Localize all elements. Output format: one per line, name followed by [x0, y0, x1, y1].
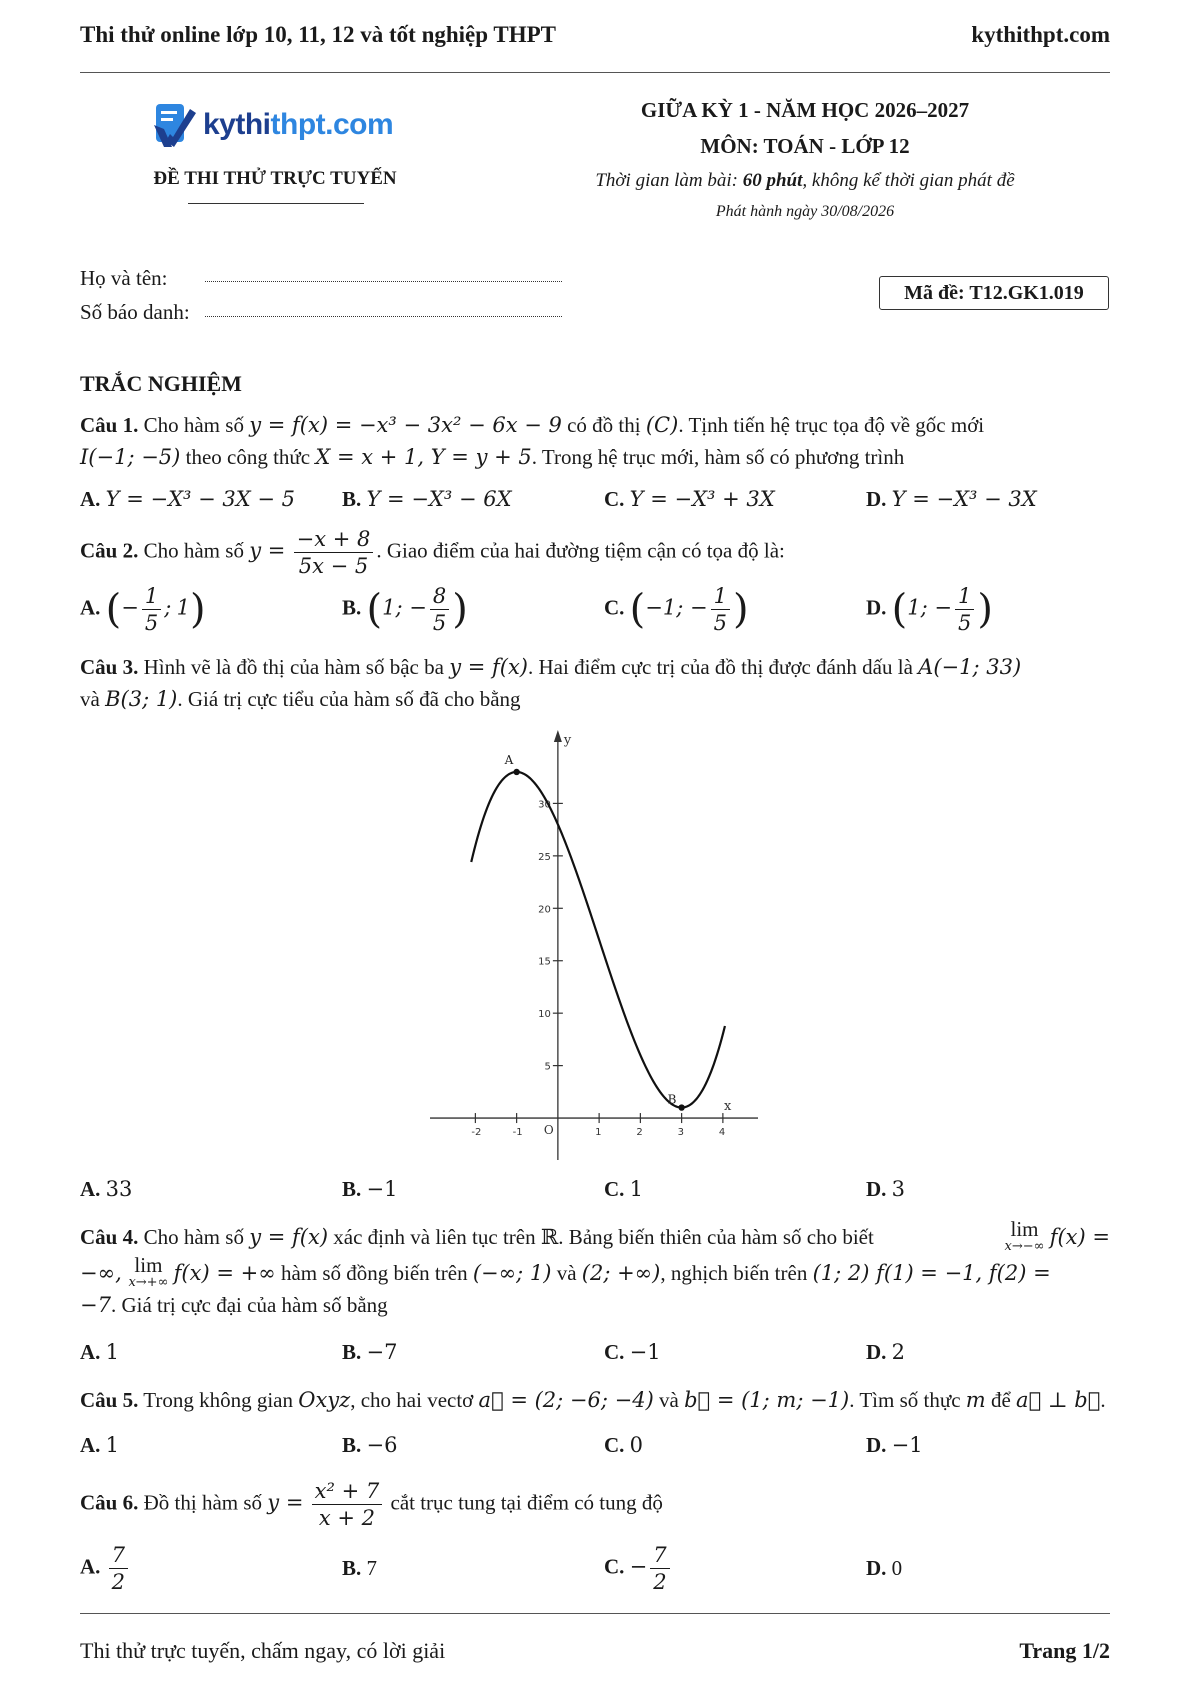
x-tick-label: 4 — [718, 1127, 726, 1139]
q5-text: và — [653, 1388, 685, 1412]
option-numerator: 1 — [711, 583, 730, 610]
q4-math: (2; +∞) — [581, 1261, 661, 1285]
option-value: 1 — [105, 1340, 120, 1364]
q1-text: có đồ thị — [561, 413, 646, 437]
q1-math: I(−1; −5) — [80, 445, 181, 469]
logo-underline — [188, 203, 364, 204]
option-value: − — [629, 1554, 648, 1579]
q1-option-c[interactable] — [604, 484, 775, 514]
option-value: 1; − — [907, 595, 952, 620]
q4-lim-sub: x→+∞ — [128, 1275, 169, 1290]
option-fraction — [109, 1542, 128, 1595]
q3-text: Hình vẽ là đồ thị của hàm số bậc ba — [143, 655, 450, 679]
q4-text: xác định và liên tục trên ℝ. Bảng biến thiên của hàm số cho biết — [328, 1225, 874, 1249]
graph-curve — [471, 772, 725, 1108]
option-value: Y = −X³ − 3X − 5 — [105, 487, 296, 511]
option-value: 1 — [105, 1433, 120, 1457]
q3-option-a[interactable] — [80, 1174, 132, 1204]
option-label: A. — [80, 1433, 101, 1457]
footer-tagline: Thi thử trực tuyến, chấm ngay, có lời giải — [80, 1638, 446, 1663]
option-value: 0 — [629, 1433, 644, 1457]
q2-math: y = — [249, 538, 286, 563]
q6-option-b[interactable] — [342, 1542, 377, 1583]
q3-math: B(3; 1) — [105, 687, 178, 711]
logo-icon — [152, 101, 200, 151]
option-label: C. — [604, 1177, 625, 1201]
q1-text: Cho hàm số — [143, 413, 250, 437]
option-numerator: 7 — [650, 1542, 669, 1569]
extremum-point-a — [513, 769, 519, 775]
q4-math: y = f(x) — [249, 1225, 329, 1249]
option-denominator: 5 — [958, 611, 972, 635]
y-axis-label: y — [563, 733, 572, 748]
q4-lim: lim — [1010, 1217, 1039, 1241]
extremum-label-b: B — [667, 1092, 677, 1107]
exam-code-box: Mã đề: T12.GK1.019 — [879, 276, 1109, 310]
option-label: D. — [866, 595, 887, 620]
option-denominator: 2 — [653, 1570, 667, 1594]
page-number: Trang 1/2 — [1019, 1638, 1110, 1663]
y-tick-label: 20 — [538, 904, 551, 916]
option-label: D. — [866, 1340, 887, 1364]
option-fraction — [142, 583, 161, 636]
q2-option-a[interactable]: A. (− $\frac{1}{5}$ ; 1) — [80, 584, 206, 635]
q1-math: y = f(x) = −x³ − 3x² − 6x − 9 — [249, 413, 562, 437]
logo-text — [203, 108, 393, 142]
option-value: −7 — [366, 1340, 398, 1364]
q6-label: Câu 6. — [80, 1490, 139, 1515]
option-fraction — [650, 1542, 669, 1595]
extremum-point-b — [678, 1104, 684, 1110]
option-label: B. — [342, 1556, 362, 1580]
q4-text: hàm số đồng biến trên — [275, 1261, 473, 1285]
question-2 — [80, 526, 1110, 579]
q4-option-c[interactable] — [604, 1337, 661, 1367]
q3-text: . Giá trị cực tiểu của hàm số đã cho bằng — [177, 687, 521, 711]
q5-option-c[interactable] — [604, 1430, 643, 1460]
option-value: 3 — [891, 1177, 906, 1201]
option-label: A. — [80, 1177, 101, 1201]
cubic-function-graph — [430, 730, 760, 1160]
id-label: Số báo danh: — [80, 300, 190, 324]
option-value: −1; − — [645, 595, 708, 620]
q5-text: , cho hai vectơ — [350, 1388, 479, 1412]
option-value: 2 — [891, 1340, 906, 1364]
q5-math: Oxyz — [298, 1388, 351, 1412]
q1-label: Câu 1. — [80, 413, 139, 437]
exam-time-suffix: , không kể thời gian phát đề — [802, 170, 1015, 191]
header-title: Thi thử online lớp 10, 11, 12 và tốt nghiệp THPT — [80, 22, 556, 47]
y-tick-label: 25 — [538, 851, 551, 863]
extremum-label-a: A — [504, 752, 514, 767]
exam-time-value: 60 phút — [742, 170, 803, 191]
q1-math: (C) — [645, 413, 679, 437]
graph-ticks — [471, 799, 725, 1138]
q6-option-d[interactable] — [866, 1542, 902, 1583]
option-value: 33 — [105, 1177, 133, 1201]
header-site[interactable]: kythithpt.com — [971, 22, 1110, 47]
exam-time-prefix: Thời gian làm bài: — [595, 170, 743, 191]
q5-math: a⃗ ⊥ b⃗ — [1016, 1388, 1101, 1412]
q3-option-d[interactable] — [866, 1174, 905, 1204]
option-label: A. — [80, 1554, 101, 1579]
logo-text-dark: kythi — [203, 108, 271, 141]
option-numerator: 1 — [955, 583, 974, 610]
option-value: −6 — [366, 1433, 398, 1457]
q4-math: (−∞; 1) — [472, 1261, 552, 1285]
option-fraction — [955, 583, 974, 636]
x-tick-label: -1 — [512, 1127, 523, 1139]
option-denominator: 5 — [144, 611, 159, 635]
option-value: 1 — [629, 1177, 644, 1201]
x-tick-label: 1 — [595, 1127, 602, 1139]
x-axis-label: x — [724, 1099, 732, 1115]
q5-math: a⃗ = (2; −6; −4) — [478, 1388, 654, 1412]
option-label: D. — [866, 1556, 887, 1580]
option-value: 1; − — [382, 595, 427, 620]
option-value: ; — [164, 595, 172, 620]
logo-text-light: thpt.com — [270, 108, 394, 141]
y-tick-label: 30 — [538, 799, 551, 811]
y-tick-label: 5 — [544, 1061, 551, 1073]
option-value: Y = −X³ − 3X — [891, 487, 1037, 511]
q4-option-b[interactable] — [342, 1337, 397, 1367]
option-value: Y = −X³ − 6X — [366, 487, 512, 511]
q4-lim: lim — [134, 1253, 163, 1277]
q5-option-b[interactable] — [342, 1430, 397, 1460]
q1-text: . Tịnh tiến hệ trục tọa độ về gốc mới — [678, 413, 985, 437]
option-fraction — [711, 583, 730, 636]
option-numerator: 8 — [430, 583, 449, 610]
q3-label: Câu 3. — [80, 655, 139, 679]
q6-option-c[interactable] — [604, 1542, 673, 1595]
option-value: 7 — [366, 1556, 378, 1580]
q3-math: y = f(x) — [449, 655, 528, 679]
option-label: B. — [342, 595, 362, 620]
q4-math: −∞, — [80, 1261, 129, 1285]
q4-option-a[interactable] — [80, 1337, 119, 1367]
q4-text: và — [551, 1261, 582, 1285]
q5-text: . Tìm số thực — [849, 1388, 966, 1412]
q2-fraction — [294, 526, 374, 579]
y-tick-label: 15 — [538, 956, 551, 968]
q2-text: Cho hàm số — [143, 538, 250, 563]
q1-option-b[interactable] — [342, 484, 512, 514]
q6-denominator: x + 2 — [318, 1506, 376, 1530]
q5-text: để — [985, 1388, 1017, 1412]
y-axis-arrow — [554, 730, 562, 742]
q3-math: A(−1; 33) — [918, 655, 1022, 679]
option-value: −1 — [629, 1340, 661, 1364]
q5-option-a[interactable] — [80, 1430, 119, 1460]
q2-denominator: 5x − 5 — [298, 554, 369, 578]
option-value: −1 — [891, 1433, 923, 1457]
option-label: C. — [604, 1433, 625, 1457]
q6-text: cắt trục tung tại điểm có tung độ — [385, 1490, 663, 1515]
q4-text: , nghịch biến trên — [660, 1261, 813, 1285]
option-numerator: 1 — [142, 583, 161, 610]
q4-text: Cho hàm số — [143, 1225, 250, 1249]
q2-option-c[interactable]: C. (−1; − $\frac{1}{5}$ ) — [604, 584, 749, 635]
graph-axes — [430, 730, 758, 1160]
q3-option-b[interactable] — [342, 1174, 397, 1204]
option-label: D. — [866, 1177, 887, 1201]
q1-text: . Trong hệ trục mới, hàm số có phương trình — [531, 445, 905, 469]
q2-text: . Giao điểm của hai đường tiệm cận có tọa độ là: — [376, 538, 785, 563]
q2-option-b[interactable]: B. (1; − $\frac{8}{5}$ ) — [342, 584, 468, 635]
option-value: Y = −X³ + 3X — [629, 487, 775, 511]
q4-text: . Giá trị cực đại của hàm số bằng — [110, 1293, 388, 1317]
q4-label: Câu 4. — [80, 1225, 139, 1249]
q2-option-d[interactable]: D. (1; − $\frac{1}{5}$ ) — [866, 584, 993, 635]
q6-math: y = — [267, 1490, 304, 1515]
option-denominator: 5 — [713, 611, 727, 635]
x-tick-label: 2 — [636, 1127, 643, 1139]
q5-math: m — [965, 1388, 986, 1412]
question-3 — [80, 651, 1110, 715]
option-value: 0 — [891, 1556, 903, 1580]
option-value: −1 — [366, 1177, 398, 1201]
option-label: A. — [80, 1340, 101, 1364]
q5-label: Câu 5. — [80, 1388, 139, 1412]
x-tick-label: 3 — [677, 1127, 684, 1139]
q1-option-d[interactable] — [866, 484, 1037, 514]
q6-text: Đồ thị hàm số — [143, 1490, 268, 1515]
q1-option-a[interactable] — [80, 484, 295, 514]
question-5 — [80, 1384, 1110, 1416]
q4-math: f(x) = +∞ — [173, 1261, 276, 1285]
question-1 — [80, 409, 1110, 473]
q4-math: (1; 2) f(1) = −1, f(2) = — [812, 1261, 1051, 1285]
origin-label: O — [543, 1123, 554, 1138]
q5-option-d[interactable] — [866, 1430, 923, 1460]
q4-math: −7 — [80, 1293, 111, 1317]
q6-option-a[interactable] — [80, 1542, 131, 1595]
q3-option-c[interactable] — [604, 1174, 643, 1204]
option-label: C. — [604, 487, 625, 511]
option-denominator: 5 — [432, 611, 447, 635]
question-6 — [80, 1478, 1110, 1531]
option-label: B. — [342, 1177, 362, 1201]
option-label: C. — [604, 1554, 625, 1579]
q4-lim-sub: x→−∞ — [1004, 1239, 1045, 1254]
option-denominator: 2 — [111, 1570, 126, 1594]
exam-time — [545, 170, 1065, 192]
q2-numerator: −x + 8 — [294, 526, 374, 553]
q3-text: . Hai điểm cực trị của đồ thị được đánh dấu là — [528, 655, 919, 679]
q1-text: theo công thức — [180, 445, 316, 469]
option-label: D. — [866, 1433, 887, 1457]
exam-subject: MÔN: TOÁN - LỚP 12 — [700, 134, 910, 158]
graph-points — [504, 753, 685, 1111]
exam-title: GIỮA KỲ 1 - NĂM HỌC 2026–2027 — [640, 98, 970, 122]
option-label: B. — [342, 487, 362, 511]
option-label: C. — [604, 1340, 625, 1364]
option-label: A. — [80, 595, 101, 620]
y-tick-label: 10 — [538, 1009, 551, 1021]
option-fraction — [430, 583, 449, 636]
option-label: B. — [342, 1433, 362, 1457]
option-value: 1 — [176, 595, 190, 620]
option-numerator: 7 — [109, 1542, 128, 1569]
header-divider — [80, 72, 1110, 73]
q6-fraction — [312, 1478, 383, 1531]
section-title: TRẮC NGHIỆM — [80, 371, 242, 396]
q5-text: Trong không gian — [143, 1388, 299, 1412]
footer-divider — [80, 1613, 1110, 1614]
option-label: A. — [80, 487, 101, 511]
logo-subtitle: ĐỀ THI THỬ TRỰC TUYẾN — [153, 168, 397, 189]
q6-numerator: x² + 7 — [312, 1478, 383, 1505]
option-label: C. — [604, 595, 625, 620]
x-tick-label: -2 — [471, 1127, 482, 1139]
option-label: D. — [866, 487, 887, 511]
q4-math: f(x) = — [1049, 1225, 1110, 1249]
exam-issued: Phát hành ngày 30/08/2026 — [715, 203, 895, 220]
q1-math: X = x + 1, Y = y + 5 — [315, 445, 532, 469]
q4-option-d[interactable] — [866, 1337, 905, 1367]
option-value: − — [121, 595, 139, 620]
name-field[interactable] — [205, 281, 562, 282]
q3-text: và — [80, 687, 106, 711]
q2-label: Câu 2. — [80, 538, 139, 563]
question-4 — [80, 1217, 1110, 1322]
name-label: Họ và tên: — [80, 266, 168, 290]
id-field[interactable] — [205, 316, 562, 317]
q5-math: b⃗ = (1; m; −1) — [684, 1388, 850, 1412]
q5-text: . — [1100, 1388, 1106, 1412]
option-label: B. — [342, 1340, 362, 1364]
